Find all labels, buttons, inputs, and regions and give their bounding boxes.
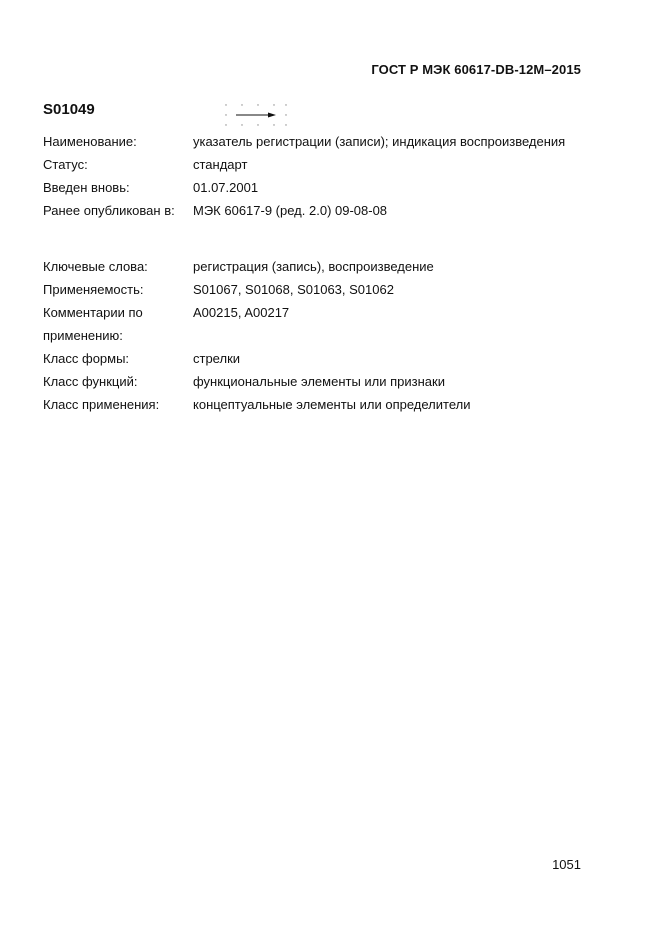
standard-header: ГОСТ Р МЭК 60617-DB-12M–2015 [371, 62, 581, 77]
field-row-keywords [43, 255, 603, 278]
field-label: Статус: [43, 157, 88, 172]
arrow-head [268, 113, 276, 118]
field-label: Ключевые слова: [43, 259, 148, 274]
field-label: Класс функций: [43, 374, 138, 389]
field-row-application-class [43, 393, 603, 416]
field-value: стандарт [193, 157, 248, 172]
field-value: концептуальные элементы или определители [193, 397, 471, 412]
field-label: Ранее опубликован в: [43, 203, 175, 218]
field-table-main [43, 130, 603, 222]
field-value: указатель регистрации (записи); индикация воспроизведения [193, 134, 566, 149]
page-number: 1051 [552, 857, 581, 872]
field-value: функциональные элементы или признаки [193, 374, 445, 389]
field-table-extra [43, 255, 603, 416]
field-row-function-class [43, 370, 603, 393]
field-value: A00215, A00217 [193, 305, 290, 320]
field-label: Введен вновь: [43, 180, 130, 195]
field-row-published [43, 199, 603, 222]
field-value: S01067, S01068, S01063, S01062 [193, 282, 394, 297]
field-label: Применяемость: [43, 282, 144, 297]
field-value: стрелки [193, 351, 241, 366]
field-label: Комментарии по применению: [43, 305, 143, 343]
field-row-shape-class [43, 347, 603, 370]
field-label: Класс формы: [43, 351, 130, 366]
field-value: 01.07.2001 [193, 180, 259, 195]
field-label: Наименование: [43, 134, 137, 149]
field-row-introduced [43, 176, 603, 199]
field-row-status [43, 153, 603, 176]
symbol-code: S01049 [43, 101, 95, 118]
arrow-right-icon [222, 102, 290, 128]
field-row-name [43, 130, 603, 153]
field-row-comments [43, 301, 603, 347]
field-value: МЭК 60617-9 (ред. 2.0) 09-08-08 [193, 203, 388, 218]
field-label: Класс применения: [43, 397, 160, 412]
field-row-applicability [43, 278, 603, 301]
field-value: регистрация (запись), воспроизведение [193, 259, 434, 274]
